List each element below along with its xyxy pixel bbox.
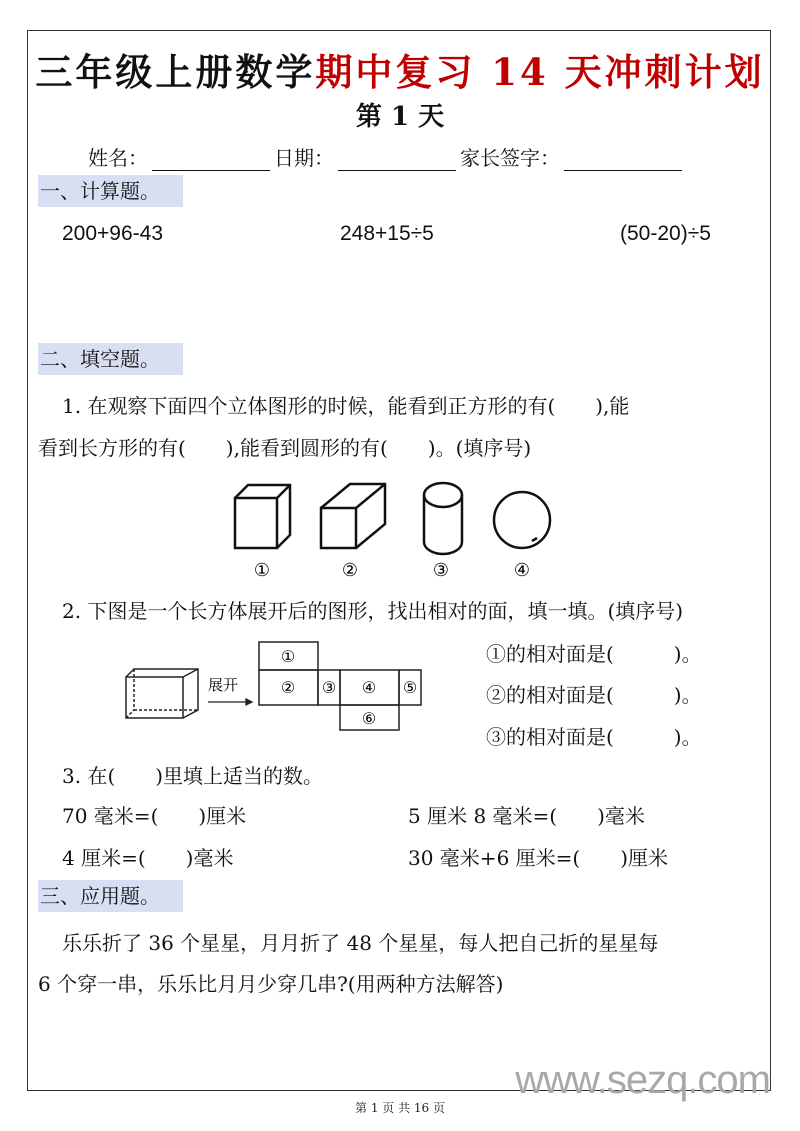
title-black: 三年级上册数学 — [35, 50, 316, 94]
q3-item-4: 30 毫米+6 厘米=( )厘米 — [408, 846, 669, 870]
cuboid-net-diagram — [120, 640, 430, 735]
figure-label-1: ① — [253, 560, 271, 581]
net-face-1: ① — [280, 647, 296, 666]
page-title — [0, 42, 800, 96]
word-problem-line-2: 6 个穿一串，乐乐比月月少穿几串?(用两种方法解答) — [38, 972, 504, 996]
unfold-label: 展开 — [208, 676, 239, 694]
sphere-icon — [494, 492, 550, 548]
signature-label: 家长签字： — [460, 146, 560, 170]
title-red: 期中复习 14 天冲刺计划 — [315, 50, 765, 94]
day-subtitle: 第 1 天 — [355, 102, 445, 132]
q2-answer-2: ②的相对面是( )。 — [486, 683, 702, 707]
q2-answer-1: ①的相对面是( )。 — [486, 642, 702, 666]
net-face-4: ④ — [361, 678, 377, 697]
date-field[interactable] — [338, 150, 456, 171]
section-heading-word-problem: 三、应用题。 — [38, 880, 183, 912]
section-heading-fill-blank: 二、填空题。 — [38, 343, 183, 375]
figure-label-2: ② — [341, 560, 359, 581]
net-face-3: ③ — [321, 678, 337, 697]
q1-line-2: 看到长方形的有( ),能看到圆形的有( )。(填序号) — [38, 436, 532, 460]
name-field[interactable] — [152, 150, 270, 171]
calc-problem-3: (50-20)÷5 — [620, 222, 711, 245]
net-face-2: ② — [280, 678, 296, 697]
page-footer: 第 1 页 共 16 页 — [355, 1101, 445, 1115]
solid-figures — [215, 470, 575, 582]
net-face-5: ⑤ — [402, 678, 418, 697]
date-label: 日期： — [274, 146, 334, 170]
arrow-right-icon — [208, 699, 252, 705]
q2-text: 2. 下图是一个长方体展开后的图形，找出相对的面，填一填。(填序号) — [62, 599, 684, 623]
section-heading-calculation: 一、计算题。 — [38, 175, 183, 207]
cylinder-icon — [424, 483, 462, 554]
calc-problem-1: 200+96-43 — [62, 222, 164, 245]
word-problem-line-1: 乐乐折了 36 个星星，月月折了 48 个星星，每人把自己折的星星每 — [62, 931, 659, 955]
watermark: www.sezq.com — [515, 1058, 770, 1102]
signature-field[interactable] — [564, 150, 682, 171]
q3-item-3: 4 厘米=( )毫米 — [62, 846, 234, 870]
q3-item-1: 70 毫米=( )厘米 — [62, 804, 247, 828]
calc-problem-2: 248+15÷5 — [340, 222, 434, 245]
cuboid-dashed-icon — [126, 669, 198, 718]
q1-line-1: 1. 在观察下面四个立体图形的时候，能看到正方形的有( ),能 — [62, 394, 630, 418]
q2-answer-3: ③的相对面是( )。 — [486, 725, 702, 749]
figure-label-4: ④ — [513, 560, 531, 581]
name-label: 姓名： — [88, 146, 148, 170]
cuboid-icon — [321, 484, 385, 548]
cube-icon — [235, 485, 290, 548]
net-face-6: ⑥ — [361, 709, 377, 728]
q3-text: 3. 在( )里填上适当的数。 — [62, 764, 324, 788]
q3-item-2: 5 厘米 8 毫米=( )毫米 — [408, 804, 645, 828]
figure-label-3: ③ — [432, 560, 450, 581]
info-row — [88, 142, 686, 171]
